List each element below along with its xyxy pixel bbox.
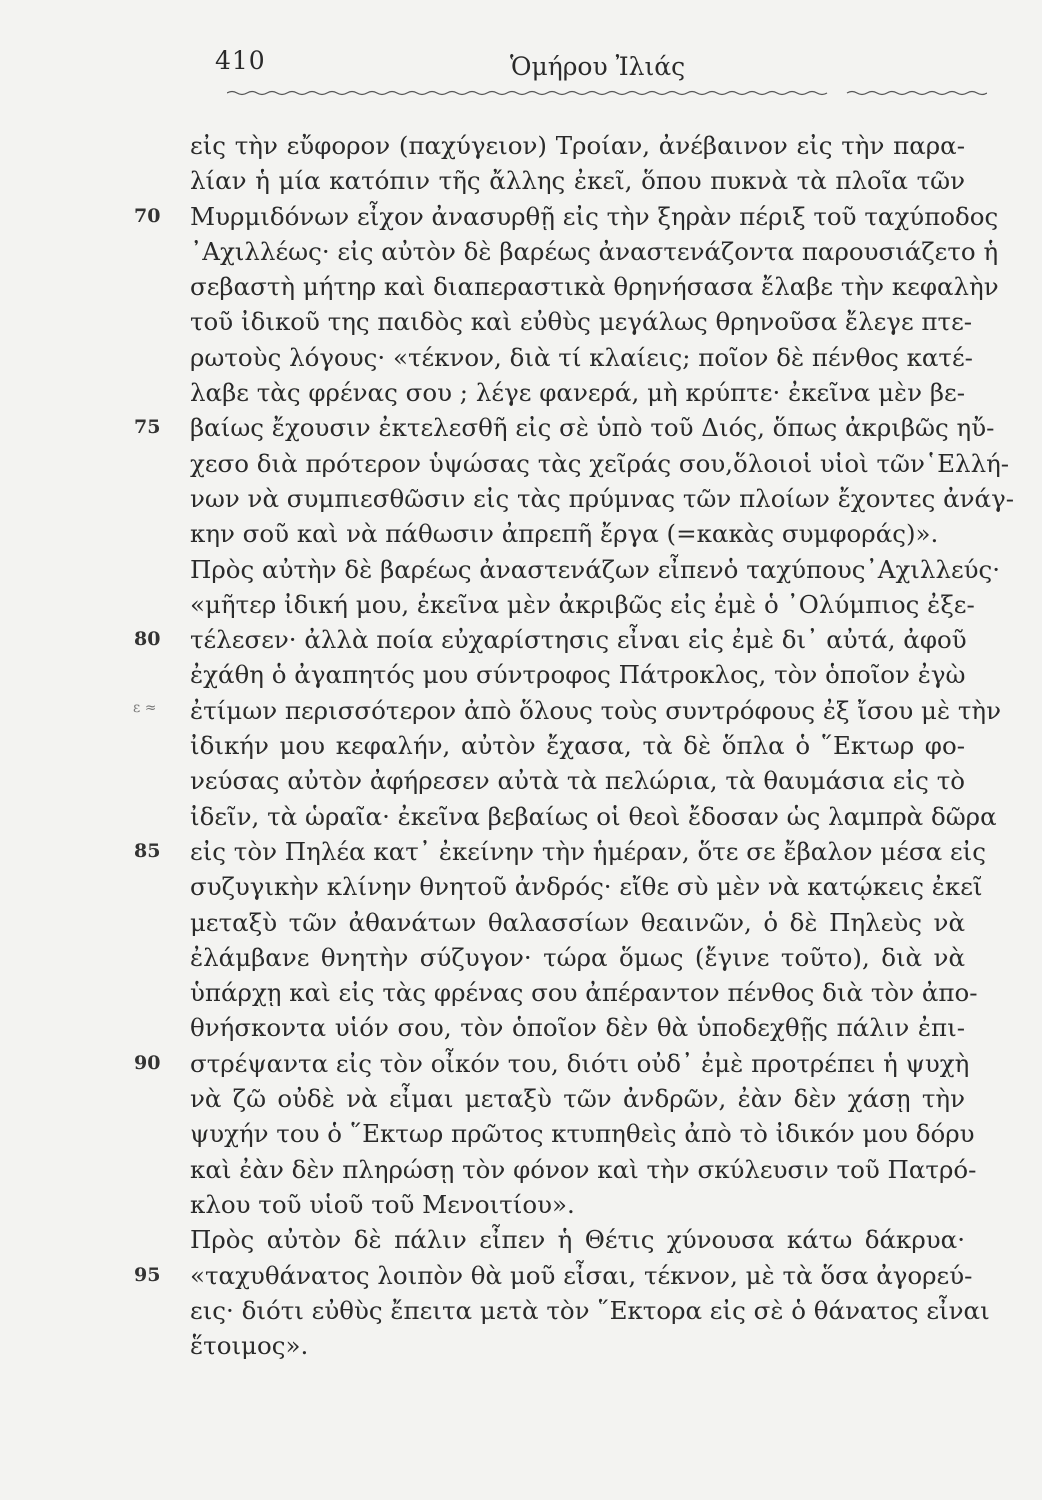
line-number: 95 bbox=[134, 1263, 161, 1286]
text-line bbox=[134, 1046, 970, 1081]
margin-mark: ε ≈ bbox=[133, 700, 157, 716]
text-line bbox=[190, 552, 1001, 587]
line-text: εἰς τὴν εὔφορον (παχύγειον) Τροίαν, ἀνέβαινον εἰς τὴν παρα- bbox=[190, 131, 965, 160]
text-line bbox=[190, 481, 1015, 516]
line-text: Πρὸς αὐτὸν δὲ πάλιν εἶπεν ἡ Θέτις χύνουσα κάτω δάκρυα· bbox=[190, 1225, 965, 1255]
header-rule bbox=[227, 90, 987, 96]
line-text: «μῆτερ ἰδική μου, ἐκεῖνα μὲν ἀκριβῶς εἰς ἐμὲ ὁ ᾿Ολύμπιος ἐξε- bbox=[190, 589, 975, 619]
line-text: ρωτοὺς λόγους· «τέκνον, διὰ τί κλαίεις; ποῖον δὲ πένθος κατέ- bbox=[190, 342, 973, 372]
text-line bbox=[190, 657, 965, 692]
line-text: νων νὰ συμπιεσθῶσιν εἰς τὰς πρύμνας τῶν πλοίων ἔχοντες ἀνάγ- bbox=[190, 483, 1015, 513]
text-line bbox=[190, 693, 1002, 728]
line-text: Μυρμιδόνων εἶχον ἀνασυρθῇ εἰς τὴν ξηρὰν πέριξ τοῦ ταχύποδος bbox=[190, 201, 999, 231]
line-text: ἐχάθη ὁ ἀγαπητός μου σύντροφος Πάτροκλος, τὸν ὁποῖον ἐγὼ bbox=[190, 660, 966, 690]
line-text: τέλεσεν· ἀλλὰ ποία εὐχαρίστησις εἶναι εἰς ἐμὲ δι᾿ αὐτά, ἀφοῦ bbox=[190, 625, 967, 655]
line-text: συζυγικὴν κλίνην θνητοῦ ἀνδρός· εἴθε σὺ μὲν νὰ κατῴκεις ἐκεῖ bbox=[190, 872, 983, 902]
line-text: στρέψαντα εἰς τὸν οἶκόν του, διότι οὐδ᾿ ἐμὲ προτρέπει ἡ ψυχὴ bbox=[190, 1048, 970, 1078]
text-line bbox=[134, 410, 995, 445]
line-text: μεταξὺ τῶν ἀθανάτων θαλασσίων θεαινῶν, ὁ δὲ Πηλεὺς νὰ bbox=[190, 907, 965, 937]
line-text: κην σοῦ καὶ νὰ πάθωσιν ἀπρεπῆ ἔργα (=κακὰς συμφοράς)». bbox=[190, 519, 939, 549]
text-line bbox=[190, 1010, 965, 1045]
line-text: εις· διότι εὐθὺς ἔπειτα μετὰ τὸν ῞Εκτορα εἰς σὲ ὁ θάνατος εἶναι bbox=[190, 1295, 990, 1325]
line-text: σεβαστὴ μήτηρ καὶ διαπεραστικὰ θρηνήσασα ἔλαβε τὴν κεφαλὴν bbox=[190, 272, 999, 302]
text-line bbox=[190, 128, 965, 163]
text-line bbox=[190, 163, 965, 198]
line-number: 75 bbox=[134, 416, 161, 439]
line-text: νεύσας αὐτὸν ἀφήρεσεν αὐτὰ τὰ πελώρια, τὰ θαυμάσια εἰς τὸ bbox=[190, 766, 965, 796]
line-number: 85 bbox=[134, 839, 161, 862]
line-text: ἰδικήν μου κεφαλήν, αὐτὸν ἔχασα, τὰ δὲ ὅπλα ὁ ῞Εκτωρ φο- bbox=[190, 731, 965, 761]
line-text: νὰ ζῶ οὐδὲ νὰ εἶμαι μεταξὺ τῶν ἀνδρῶν, ἐὰν δὲν χάσῃ τὴν bbox=[190, 1084, 965, 1114]
line-text: εἰς τὸν Πηλέα κατ᾿ ἐκείνην τὴν ἡμέραν, ὅτε σε ἔβαλον μέσα εἰς bbox=[190, 836, 986, 866]
line-text: κλου τοῦ υἱοῦ τοῦ Μενοιτίου». bbox=[190, 1189, 575, 1219]
text-line bbox=[190, 728, 965, 763]
line-text: βαίως ἔχουσιν ἐκτελεσθῆ εἰς σὲ ὑπὸ τοῦ Διός, ὅπως ἀκριβῶς ηὔ- bbox=[190, 413, 995, 443]
text-line bbox=[134, 199, 999, 234]
line-text: Πρὸς αὐτὴν δὲ βαρέως ἀναστενάζων εἶπενὁ ταχύπους᾿Αχιλλεύς· bbox=[190, 554, 1001, 584]
line-text: ψυχήν του ὁ ῞Εκτωρ πρῶτος κτυπηθεὶς ἀπὸ τὸ ἰδικόν μου δόρυ bbox=[190, 1119, 975, 1149]
text-line bbox=[190, 516, 965, 551]
line-text: τοῦ ἰδικοῦ της παιδὸς καὶ εὐθὺς μεγάλως θρηνοῦσα ἔλεγε πτε- bbox=[190, 307, 973, 337]
text-line bbox=[190, 869, 983, 904]
page-number: 410 bbox=[215, 46, 266, 75]
text-line bbox=[190, 1081, 965, 1116]
text-line bbox=[190, 975, 978, 1010]
text-line bbox=[190, 905, 965, 940]
body-text bbox=[134, 128, 1015, 1363]
line-text: ἕτοιμος». bbox=[190, 1331, 309, 1361]
text-line bbox=[134, 622, 967, 657]
text-line bbox=[190, 799, 997, 834]
line-number: 80 bbox=[134, 628, 161, 651]
line-text: ᾿Αχιλλέως· εἰς αὐτὸν δὲ βαρέως ἀναστενάζοντα παρουσιάζετο ἡ bbox=[190, 236, 999, 266]
text-line bbox=[190, 940, 965, 975]
running-title: Ὁμήρου Ἰλιάς bbox=[510, 52, 686, 81]
text-line bbox=[134, 834, 986, 869]
line-text: ὑπάρχῃ καὶ εἰς τὰς φρένας σου ἀπέραντον πένθος διὰ τὸν ἀπο- bbox=[190, 978, 978, 1008]
line-text: χεσο διὰ πρότερον ὑψώσας τὰς χεῖράς σου,ὅλοιοἱ υἱοὶ τῶν῾Ελλή- bbox=[190, 448, 1010, 478]
line-text: λαβε τὰς φρένας σου ; λέγε φανερά, μὴ κρύπτε· ἐκεῖνα μὲν βε- bbox=[190, 378, 965, 408]
text-line bbox=[190, 234, 999, 269]
page-header bbox=[215, 46, 975, 96]
text-line bbox=[190, 340, 973, 375]
text-line bbox=[190, 375, 965, 410]
text-line bbox=[190, 1328, 965, 1363]
text-line bbox=[190, 304, 973, 339]
text-line bbox=[190, 446, 1010, 481]
text-line bbox=[190, 1116, 975, 1151]
line-text: λίαν ἡ μία κατόπιν τῆς ἄλλης ἐκεῖ, ὅπου πυκνὰ τὰ πλοῖα τῶν bbox=[190, 166, 965, 196]
line-text: ἐτίμων περισσότερον ἀπὸ ὅλους τοὺς συντρόφους ἐξ ἴσου μὲ τὴν bbox=[190, 695, 1002, 725]
line-text: ἰδεῖν, τὰ ὡραῖα· ἐκεῖνα βεβαίως οἱ θεοὶ ἔδοσαν ὡς λαμπρὰ δῶρα bbox=[190, 801, 997, 831]
line-text: καὶ ἐὰν δὲν πληρώσῃ τὸν φόνον καὶ τὴν σκύλευσιν τοῦ Πατρό- bbox=[190, 1154, 977, 1184]
line-number: 90 bbox=[134, 1051, 161, 1074]
text-line bbox=[190, 1293, 990, 1328]
text-line bbox=[190, 1152, 977, 1187]
line-text: θνήσκοντα υἱόν σου, τὸν ὁποῖον δὲν θὰ ὑποδεχθῇς πάλιν ἐπι- bbox=[190, 1013, 965, 1043]
text-line bbox=[190, 1222, 965, 1257]
text-line bbox=[190, 763, 965, 798]
line-text: ἐλάμβανε θνητὴν σύζυγον· τώρα ὅμως (ἔγινε τοῦτο), διὰ νὰ bbox=[190, 942, 965, 972]
text-line bbox=[190, 1187, 965, 1222]
line-number: 70 bbox=[134, 204, 161, 227]
line-text: «ταχυθάνατος λοιπὸν θὰ μοῦ εἶσαι, τέκνον, μὲ τὰ ὅσα ἀγορεύ- bbox=[190, 1260, 973, 1290]
text-line bbox=[190, 269, 999, 304]
text-line bbox=[134, 1258, 973, 1293]
text-line bbox=[190, 587, 975, 622]
